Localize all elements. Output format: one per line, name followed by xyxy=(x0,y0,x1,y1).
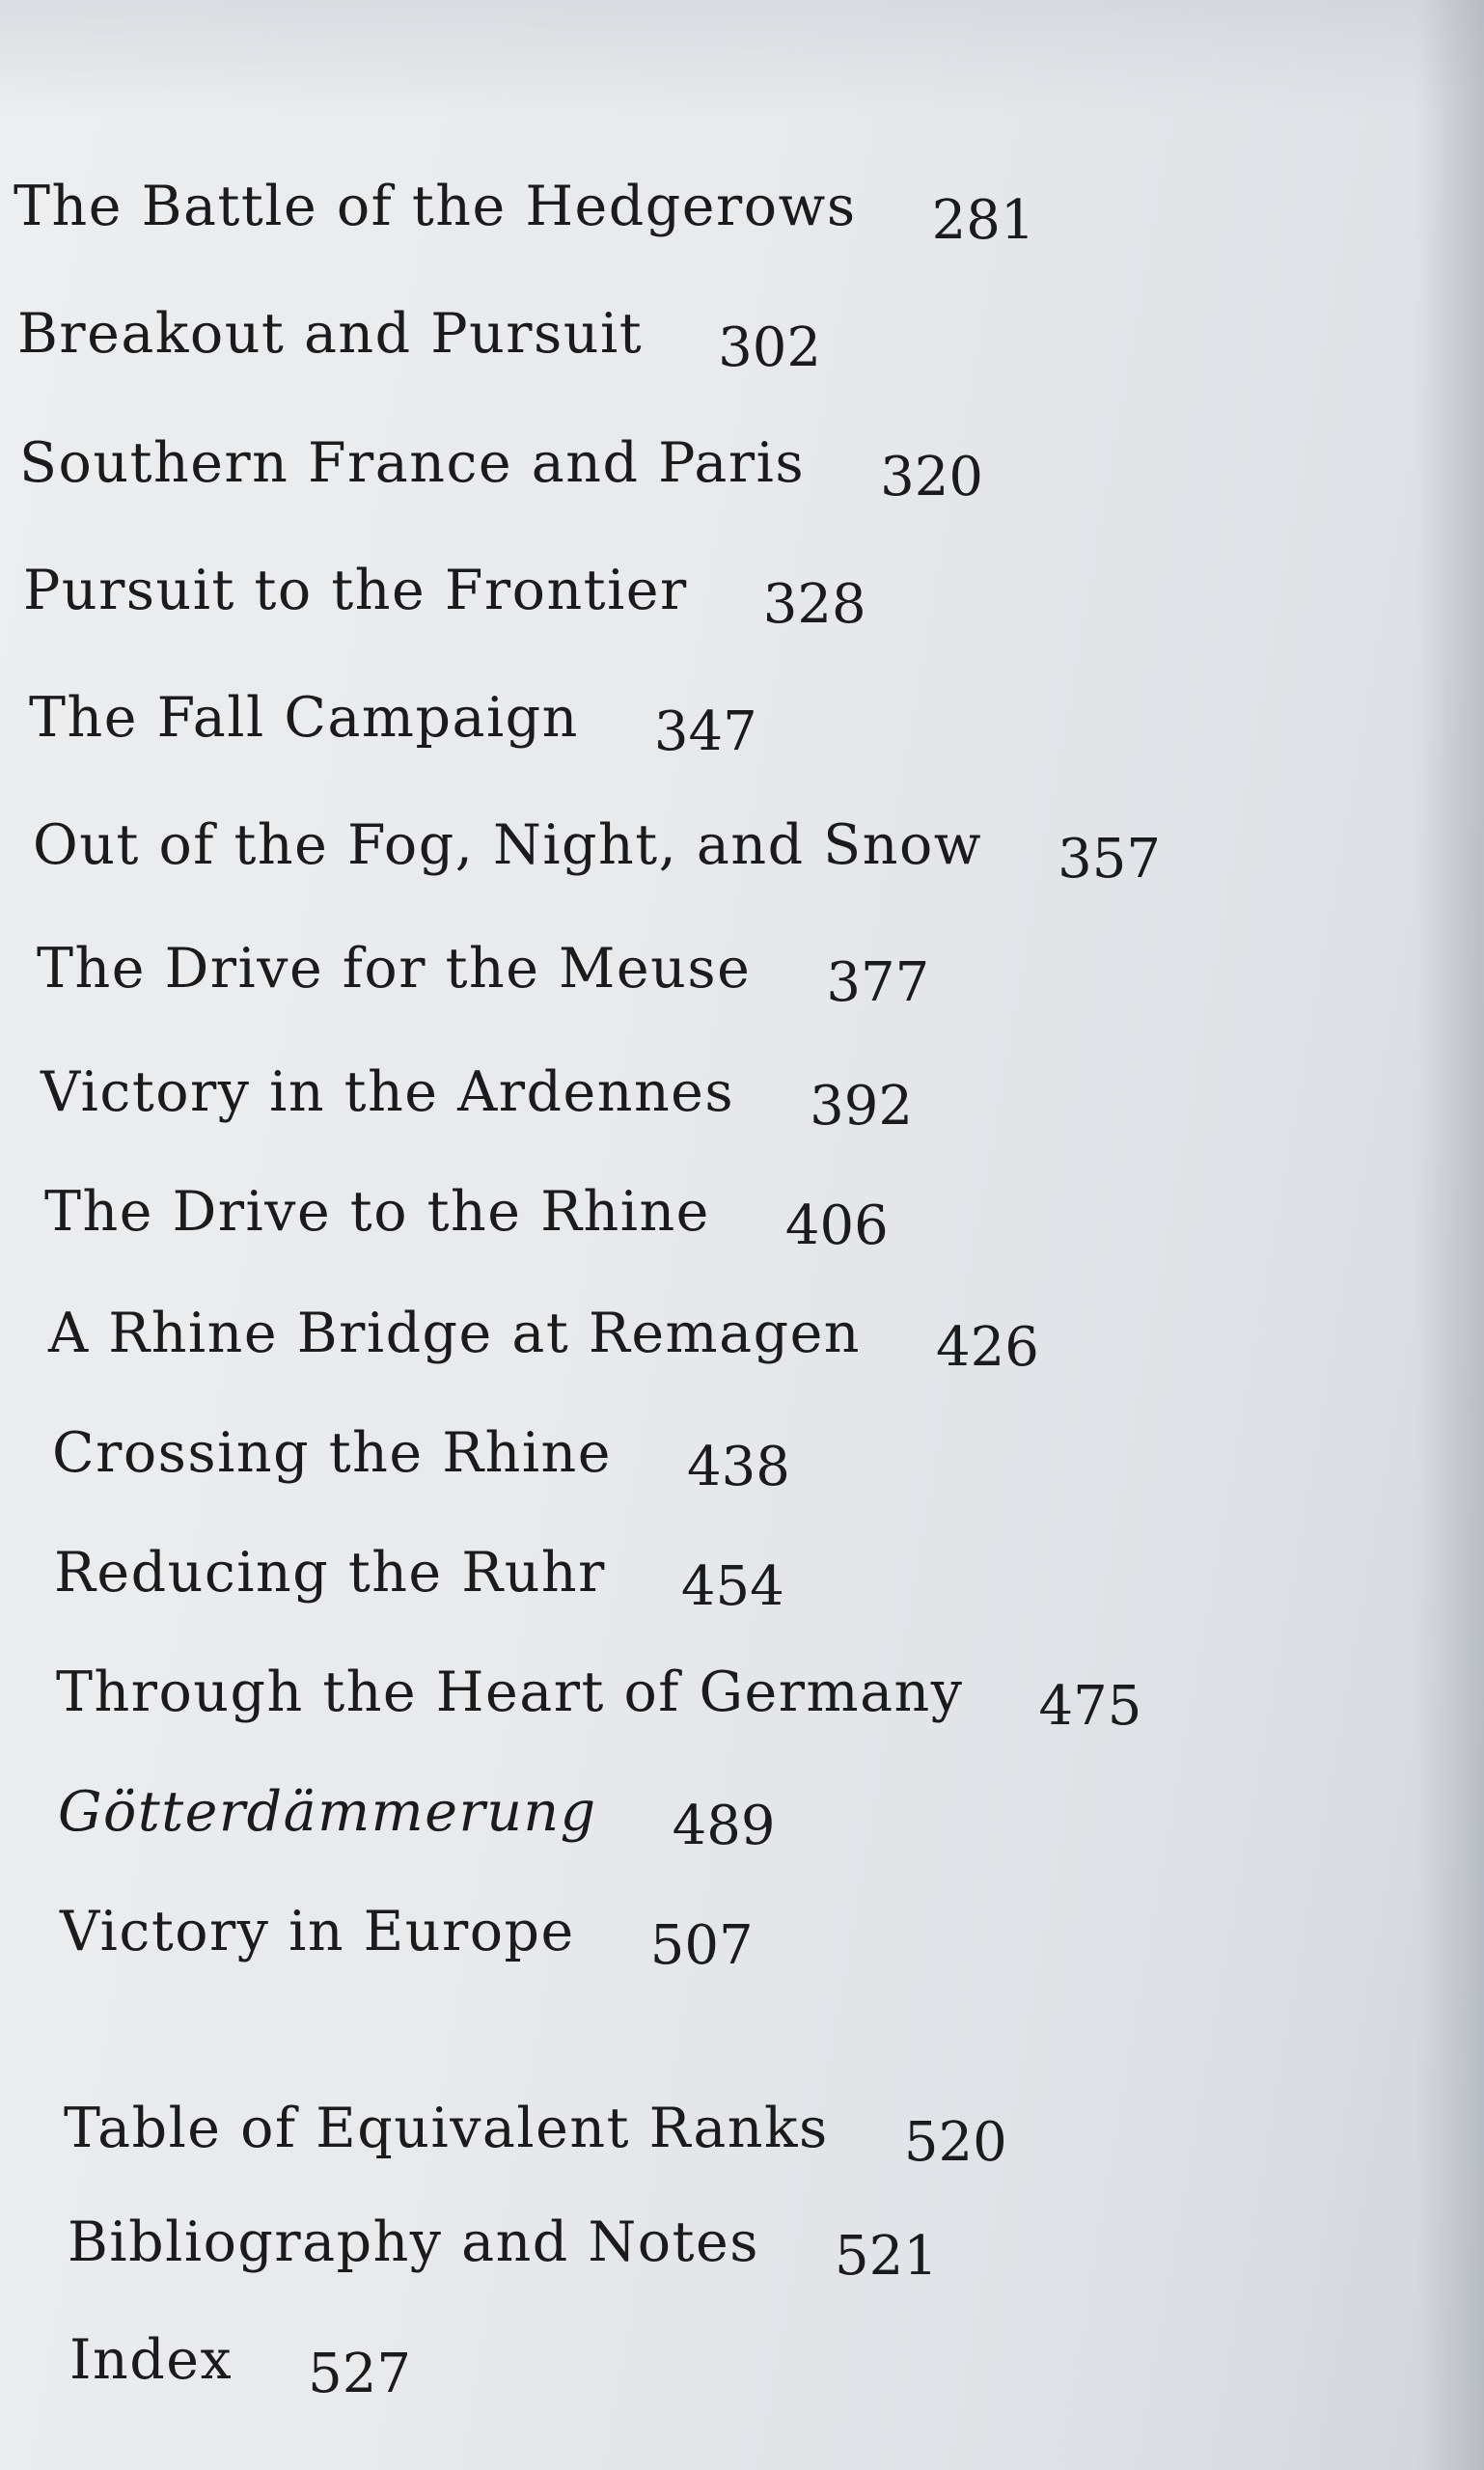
toc-entry xyxy=(17,302,822,379)
toc-entry-title: The Battle of the Hedgerows xyxy=(14,175,857,238)
toc-entry-page: 489 xyxy=(672,1795,776,1857)
toc-entry-title: Bibliography and Notes xyxy=(68,2210,759,2274)
toc-entry-page: 426 xyxy=(936,1316,1039,1379)
toc-entry-title: Victory in Europe xyxy=(60,1900,575,1963)
toc-entry-title: The Drive for the Meuse xyxy=(37,937,752,1001)
toc-back-matter-entry xyxy=(69,2328,411,2405)
toc-entry xyxy=(19,431,983,508)
toc-entry xyxy=(41,1060,914,1138)
toc-back-matter-entry xyxy=(64,2097,1007,2174)
toc-entry-page: 406 xyxy=(784,1194,889,1257)
toc-entry-title: Out of the Fog, Night, and Snow xyxy=(33,813,983,877)
toc-entry-page: 438 xyxy=(687,1436,790,1498)
toc-entry-title: Crossing the Rhine xyxy=(52,1421,612,1485)
toc-entry-page: 328 xyxy=(762,573,866,636)
toc-entry-title: Southern France and Paris xyxy=(19,431,806,495)
toc-entry xyxy=(23,559,866,636)
toc-entry-title: Reducing the Ruhr xyxy=(54,1541,606,1605)
toc-entry-title: Victory in the Ardennes xyxy=(41,1060,735,1124)
toc-entry-title: Pursuit to the Frontier xyxy=(23,559,688,622)
toc-entry xyxy=(29,686,757,763)
toc-entry xyxy=(56,1660,1142,1738)
toc-entry-title: A Rhine Bridge at Remagen xyxy=(48,1302,862,1365)
toc-entry xyxy=(52,1421,790,1498)
toc-entry-page: 320 xyxy=(880,446,983,508)
toc-entry xyxy=(54,1541,784,1618)
toc-entry-page: 521 xyxy=(835,2225,938,2288)
toc-entry-page: 302 xyxy=(718,316,822,379)
toc-entry xyxy=(48,1302,1039,1379)
toc-entry xyxy=(33,813,1161,891)
toc-entry-title: Table of Equivalent Ranks xyxy=(64,2097,829,2160)
toc-entry xyxy=(44,1180,889,1257)
toc-entry-page: 377 xyxy=(826,951,930,1014)
toc-entry-page: 454 xyxy=(680,1555,784,1618)
toc-entry-page: 392 xyxy=(810,1075,914,1138)
toc-entry-page: 507 xyxy=(649,1914,754,1977)
toc-back-matter-entry xyxy=(68,2210,938,2288)
toc-entry-title: Index xyxy=(69,2328,234,2392)
toc-entry xyxy=(37,937,930,1014)
toc-entry-title: Through the Heart of Germany xyxy=(56,1660,964,1724)
toc-entry-page: 527 xyxy=(308,2343,411,2405)
toc-entry-page: 520 xyxy=(903,2111,1007,2174)
toc-entry-title: The Fall Campaign xyxy=(29,686,579,750)
toc-entry-page: 357 xyxy=(1058,828,1161,891)
toc-entry-title: Breakout and Pursuit xyxy=(17,302,644,366)
toc-entry-page: 347 xyxy=(653,700,757,763)
toc-entry xyxy=(60,1900,754,1977)
toc-entry-title: Götterdämmerung xyxy=(58,1780,597,1844)
toc-entry xyxy=(14,175,1035,252)
toc-entry xyxy=(58,1780,776,1857)
toc-entry-page: 281 xyxy=(931,189,1035,252)
toc-entry-page: 475 xyxy=(1038,1675,1142,1738)
toc-entry-title: The Drive to the Rhine xyxy=(44,1180,710,1244)
